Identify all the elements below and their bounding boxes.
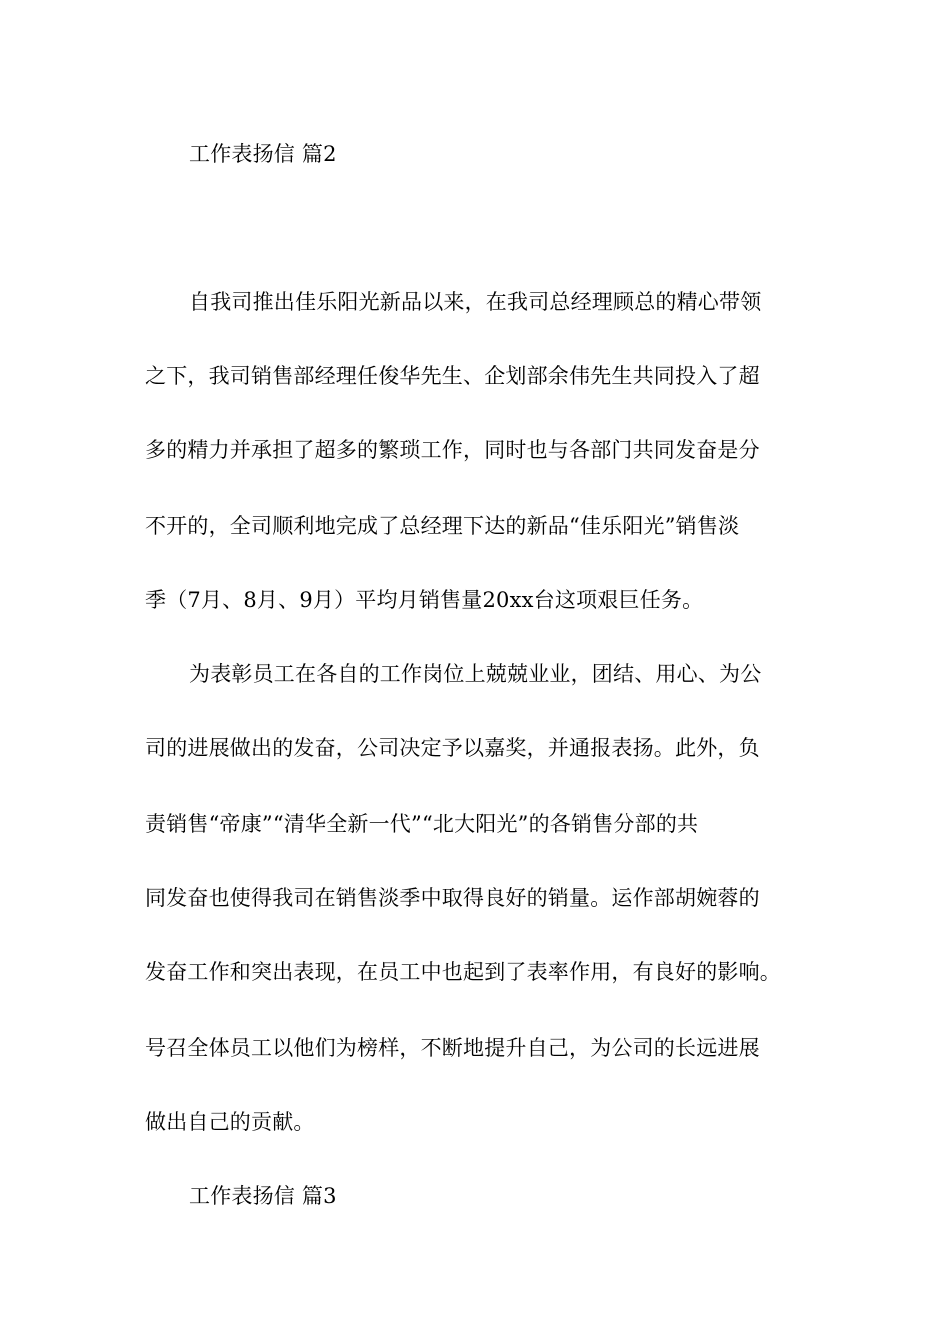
paragraph-line: 发奋工作和突出表现，在员工中也起到了表率作用，有良好的影响。 bbox=[145, 960, 781, 984]
section-heading-2: 工作表扬信 篇2 bbox=[189, 142, 337, 166]
section-heading-3: 工作表扬信 篇3 bbox=[189, 1184, 337, 1208]
paragraph-line: 司的进展做出的发奋，公司决定予以嘉奖，并通报表扬。此外，负 bbox=[145, 736, 760, 760]
paragraph-line: 之下，我司销售部经理任俊华先生、企划部余伟先生共同投入了超 bbox=[145, 364, 760, 388]
paragraph-line: 号召全体员工以他们为榜样，不断地提升自己，为公司的长远进展 bbox=[145, 1036, 760, 1060]
paragraph-line: 不开的，全司顺利地完成了总经理下达的新品“佳乐阳光”销售淡 bbox=[145, 514, 740, 538]
paragraph-line: 自我司推出佳乐阳光新品以来，在我司总经理顾总的精心带领 bbox=[189, 290, 762, 314]
paragraph-line: 为表彰员工在各自的工作岗位上兢兢业业，团结、用心、为公 bbox=[189, 662, 762, 686]
paragraph-line: 季（7月、8月、9月）平均月销售量20xx台这项艰巨任务。 bbox=[145, 588, 704, 612]
paragraph-line: 责销售“帝康”“清华全新一代”“北大阳光”的各销售分部的共 bbox=[145, 812, 699, 836]
paragraph-line: 多的精力并承担了超多的繁琐工作，同时也与各部门共同发奋是分 bbox=[145, 438, 760, 462]
paragraph-line: 同发奋也使得我司在销售淡季中取得良好的销量。运作部胡婉蓉的 bbox=[145, 886, 760, 910]
paragraph-line: 做出自己的贡献。 bbox=[145, 1110, 315, 1134]
